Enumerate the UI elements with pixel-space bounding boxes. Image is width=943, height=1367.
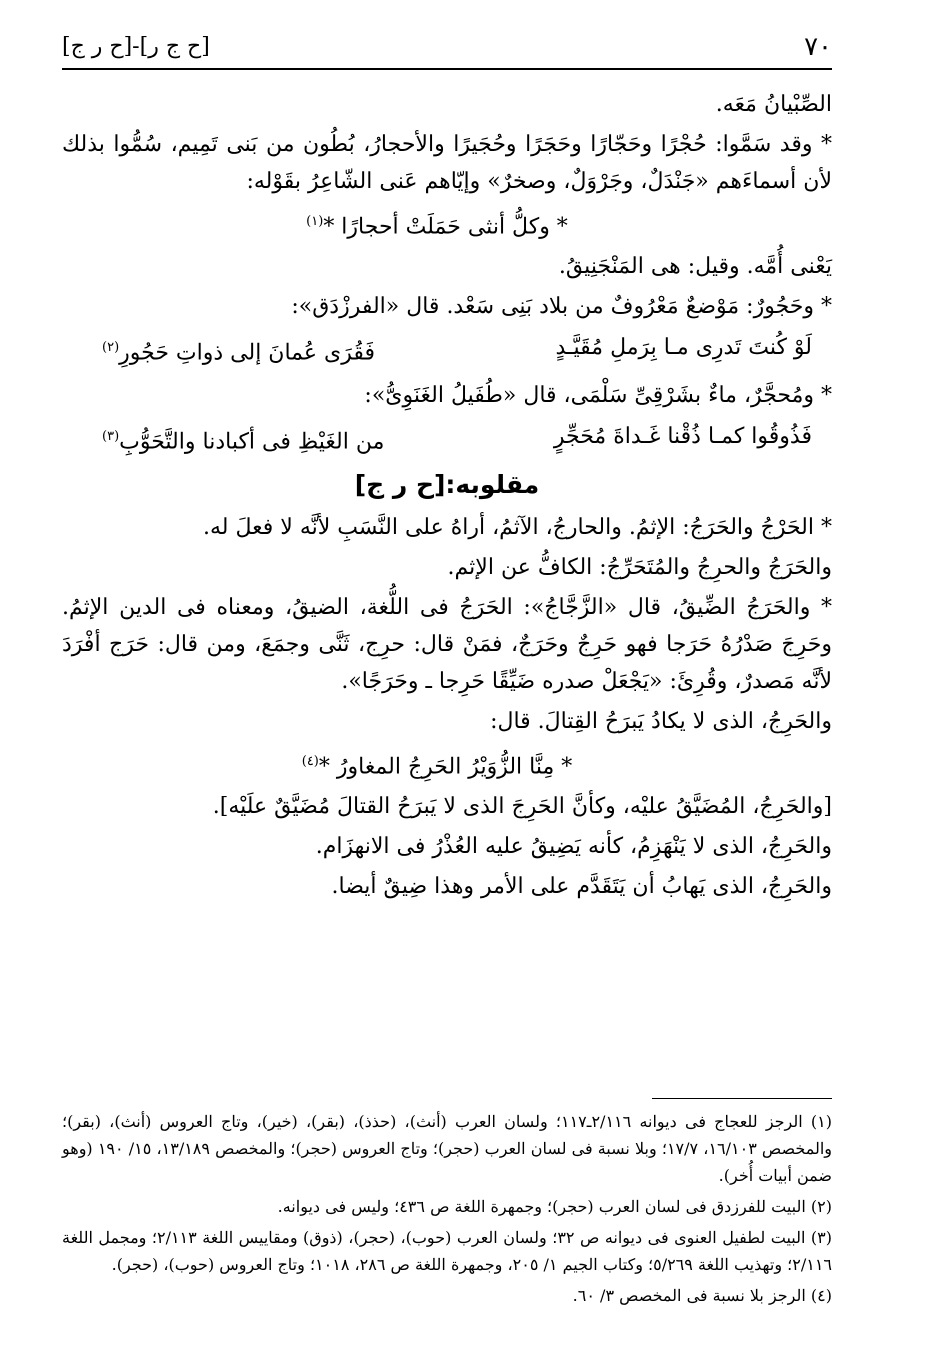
verse-line (62, 329, 832, 372)
paragraph: * وقد سَمَّوا: حُجْرًا وحَجّارًا وحَجَرًا وحُجَيرًا والأحجارُ، بُطُون من بَنى تَمِيم، سُمُّوا بذلك لأن أسماءَهم «جَنْدَلٌ، وجَرْوَلٌ، وصخرٌ» وإيّاهم عَنى الشّاعِرُ بقَوْله: (62, 132, 832, 194)
section-heading: مقلوبه:[ح ر ج] (354, 469, 540, 499)
footnote-ref: (١) (306, 214, 324, 229)
footnote: (٣) البيت لطفيل العنوى فى ديوانه ص ٣٢؛ ولسان العرب (حوب)، (حجر)، (ذوق) ومقاييس اللغة ٢/١١٣؛ ومجمل اللغة ٢/١١٦؛ وتهذيب اللغة ٥/٢٦٩؛ وكتاب الجيم ١/ ٢٠٥، وجمهرة اللغة ص ٢٨٦، ١٠١٨؛ وتاج العروس (حوب)، (حجر). (62, 1228, 833, 1274)
paragraph: والحَرِجُ، الذى يَهابُ أن يَتَقَدَّم على الأمر وهذا ضِيقٌ أيضا. (331, 874, 832, 900)
header-rule (62, 68, 832, 70)
paragraph: الصِّبْيانُ مَعَه. (715, 92, 832, 117)
paragraph: والحَرِجُ، الذى لا يكادُ يَبرَحُ القِتالَ. قال: (490, 708, 832, 734)
footnote-separator (652, 1098, 832, 1099)
verse-text: فَقُرَى عُمانَ إلى ذواتِ حَجُورِ (119, 340, 376, 366)
footnotes (62, 1108, 832, 1313)
verse-second-hemistich (102, 418, 384, 461)
verse-first-hemistich: لَوْ كُنتَ تَدرِى مـا بِرَملِ مُقَيَّـدٍ (555, 335, 812, 361)
footnote: (٤) الرجز بلا نسبة فى المخصص ٣/ ٦٠. (572, 1286, 832, 1305)
footnote: (١) الرجز للعجاج فى ديوانه ٢/١١٦ـ١١٧؛ ولسان العرب (أنث)، (حذذ)، (بقر)، (خير)، وتاج العروس (أنث)، (بقر)؛ والمخصص ١٦/١٠٣، ١٧/٧؛ وبلا نسبة فى لسان العرب (حجر)؛ وتاج العروس (حجر)؛ والمخصص ١٣/١٨٩، ١٥/ ١٩٠ (وهو ضمن أبيات أُخر). (62, 1112, 833, 1185)
paragraph: والحَرِجُ، الذى لا يَنْهَزِمُ، كأنه يَضِيقُ عليه العُذْرُ فى الانهزَام. (315, 834, 832, 860)
paragraph: * ومُحجَّرٌ، ماءٌ بشَرْقِىِّ سَلْمَى، قال «طُفَيلُ الغَنَوِىُّ»: (364, 382, 832, 408)
running-head: [ح ج ر]-[ح ر ج] (62, 34, 210, 59)
verse-text: * وكلُّ أنثى حَمَلَتْ أحجارًا * (323, 214, 568, 240)
paragraph: يَعْنى أُمَّه. وقيل: هى المَنْجَنِيقُ. (558, 254, 832, 280)
paragraph: * والحَرَجُ الضِّيقُ، قال «الزَّجَّاجُ»: الحَرَجُ فى اللُّغة، الضيقُ، ومعناه فى الدين الإثمُ. وحَرِجَ صَدْرُهُ حَرَجا فهو حَرِجٌ وحَرَجٌ، فمَنْ قال: حرِج، ثَنَّى وجمَعَ، ومن قال: حَرَج أفْرَدَ لأنَّه مَصدرٌ، وقُرِئَ: «يَجْعَلْ صدره ضَيِّقًا حَرِجا ـ وحَرَجًا». (62, 594, 832, 694)
main-text (62, 86, 832, 908)
verse-text: من الغَيْظِ فى أكبادنا والتَّحَوُّبِ (119, 428, 385, 454)
paragraph: والحَرَجُ والحرِجُ والمُتَحَرِّجُ: الكافُّ عن الإثم. (447, 554, 832, 580)
footnote-ref: (٣) (102, 428, 120, 444)
verse-text: * مِنَّا الزُّوَيْرُ الحَرِجُ المغاورُ * (318, 754, 573, 780)
footnote-ref: (٢) (102, 340, 120, 356)
page-header (62, 28, 832, 66)
paragraph: [والحَرِجُ، المُضَيَّقُ عليْه، وكأنَّ الحَرِجَ الذى لا يَبرَحُ القتالَ مُضَيَّقٌ علَيْه]. (212, 794, 832, 820)
rajaz-line (62, 743, 832, 785)
verse-second-hemistich (102, 329, 375, 372)
verse-first-hemistich: فَذُوقُوا كمـا ذُقْنا غَـداةَ مُحَجِّرٍ (553, 423, 812, 449)
page-number: ٧٠ (804, 32, 832, 62)
footnote: (٢) البيت للفرزدق فى لسان العرب (حجر)؛ وجمهرة اللغة ص ٤٣٦؛ وليس فى ديوانه. (277, 1197, 832, 1216)
verse-line (62, 418, 832, 461)
footnote-ref: (٤) (301, 753, 319, 769)
rajaz-line (62, 203, 832, 245)
page (62, 28, 832, 1348)
paragraph: * الحَرْجُ والحَرَجُ: الإثمُ. والحارجُ، الآثمُ، أراهُ على النَّسَبِ لأنَّه لا فعلَ له. (203, 514, 832, 540)
paragraph: * وحَجُورٌ: مَوْضعٌ مَعْرُوفٌ من بلاد بَنِى سَعْد. قال «الفرزْدَق»: (291, 294, 832, 320)
